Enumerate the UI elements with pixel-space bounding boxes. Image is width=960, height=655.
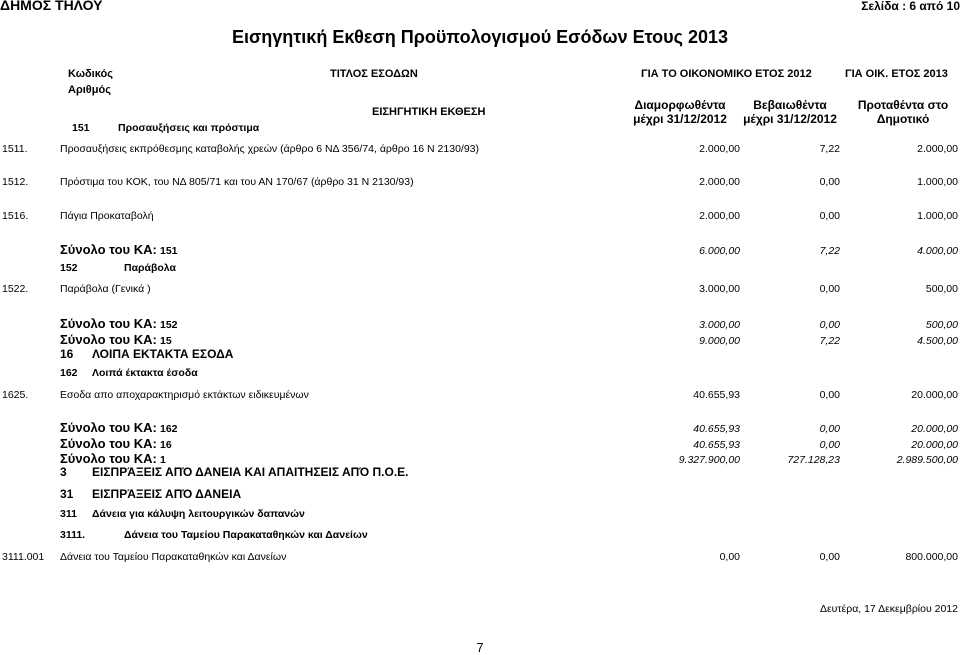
row-certified: 0,00 xyxy=(819,176,840,188)
row-proposed: 1.000,00 xyxy=(917,176,958,188)
total-label: Σύνολο του ΚΑ: xyxy=(60,436,157,451)
row-code: 1522. xyxy=(2,283,29,295)
municipality-name: ΔΗΜΟΣ ΤΗΛΟΥ xyxy=(0,0,103,13)
group-title: Δάνεια για κάλυψη λειτουργικών δαπανών xyxy=(92,508,305,520)
group-title: ΕΙΣΠΡΆΞΕΙΣ ΑΠΌ ΔΑΝΕΙΑ ΚΑΙ ΑΠΑΙΤΗΣΕΙΣ ΑΠΌ Π.Ο.Ε. xyxy=(92,465,409,479)
col-certified-line1: Βεβαιωθέντα xyxy=(753,98,827,112)
col-certified-line2: μέχρι 31/12/2012 xyxy=(743,112,837,126)
row-proposed: 800.000,00 xyxy=(905,551,958,563)
row-title: Παράβολα (Γενικά ) xyxy=(60,283,151,295)
row-proposed: 500,00 xyxy=(925,283,958,295)
row-shaped: 3.000,00 xyxy=(699,283,740,295)
col-fy2012: ΓΙΑ ΤΟ ΟΙΚΟΝΟΜΙΚΟ ΕΤΟΣ 2012 xyxy=(641,68,812,80)
row-title: Πάγια Προκαταβολή xyxy=(60,210,154,222)
group-title: Λοιπά έκτακτα έσοδα xyxy=(92,367,198,379)
group-code: 152 xyxy=(60,262,78,274)
total-label: Σύνολο του ΚΑ: xyxy=(60,316,157,331)
total-proposed: 4.500,00 xyxy=(917,335,958,347)
footer-date: Δευτέρα, 17 Δεκεμβρίου 2012 xyxy=(819,603,958,615)
row-code: 1516. xyxy=(2,210,29,222)
col-proposed-line2: Δημοτικό xyxy=(876,112,930,126)
row-title: Εσοδα απο αποχαρακτηρισμό εκτάκτων ειδικευμένων xyxy=(60,389,309,401)
col-code-line2: Αριθμός xyxy=(68,84,111,96)
group-title: ΛΟΙΠΑ ΕΚΤΑΚΤΑ ΕΣΟΔΑ xyxy=(92,347,234,361)
group-title: ΕΙΣΠΡΆΞΕΙΣ ΑΠΌ ΔΑΝΕΙΑ xyxy=(92,487,242,501)
total-label: Σύνολο του ΚΑ: xyxy=(60,332,157,347)
row-certified: 0,00 xyxy=(819,551,840,563)
col-fy2013: ΓΙΑ ΟΙΚ. ΕΤΟΣ 2013 xyxy=(845,68,948,80)
total-code: 16 xyxy=(160,439,172,451)
group-code: 16 xyxy=(60,347,74,361)
report-title: Εισηγητική Εκθεση Προϋπολογισμού Εσόδων Ετους 2013 xyxy=(231,27,729,47)
group-code: 151 xyxy=(72,122,90,134)
total-label: Σύνολο του ΚΑ: xyxy=(60,451,157,466)
row-certified: 0,00 xyxy=(819,210,840,222)
group-code: 162 xyxy=(60,367,78,379)
row-shaped: 2.000,00 xyxy=(699,143,740,155)
total-shaped: 9.327.900,00 xyxy=(678,454,740,466)
row-title: Πρόστιμα του ΚΟΚ, του ΝΔ 805/71 και του ΑΝ 170/67 (άρθρο 31 Ν 2130/93) xyxy=(60,176,414,188)
row-code: 1625. xyxy=(2,389,29,401)
row-proposed: 20.000,00 xyxy=(911,389,958,401)
total-proposed: 20.000,00 xyxy=(911,439,958,451)
total-shaped: 9.000,00 xyxy=(699,335,740,347)
total-label: Σύνολο του ΚΑ: xyxy=(60,242,157,257)
col-shaped-line2: μέχρι 31/12/2012 xyxy=(633,112,727,126)
col-shaped-line1: Διαμορφωθέντα xyxy=(634,98,726,112)
total-certified: 0,00 xyxy=(819,439,840,451)
row-code: 1511. xyxy=(2,143,28,155)
row-shaped: 2.000,00 xyxy=(699,210,740,222)
total-shaped: 6.000,00 xyxy=(699,245,740,257)
total-proposed: 4.000,00 xyxy=(917,245,958,257)
group-code: 3111. xyxy=(60,529,86,541)
total-code: 152 xyxy=(160,319,178,331)
col-report: ΕΙΣΗΓΗΤΙΚΗ ΕΚΘΕΣΗ xyxy=(372,106,486,118)
total-code: 162 xyxy=(160,423,178,435)
total-proposed: 2.989.500,00 xyxy=(896,454,958,466)
row-code: 3111.001 xyxy=(2,551,45,563)
footer-page-number: 7 xyxy=(476,640,484,655)
total-shaped: 40.655,93 xyxy=(693,439,740,451)
col-code-line1: Κωδικός xyxy=(68,68,113,80)
group-title: Προσαυξήσεις και πρόστιμα xyxy=(118,122,260,134)
total-certified: 0,00 xyxy=(819,319,840,331)
total-code: 15 xyxy=(160,335,172,347)
group-code: 311 xyxy=(60,508,77,520)
row-title: Προσαυξήσεις εκπρόθεσμης καταβολής χρεών (άρθρο 6 ΝΔ 356/74, άρθρο 16 Ν 2130/93) xyxy=(60,143,480,155)
total-code: 1 xyxy=(160,454,166,466)
row-shaped: 40.655,93 xyxy=(693,389,740,401)
group-code: 3 xyxy=(60,465,67,479)
total-certified: 0,00 xyxy=(819,423,840,435)
group-code: 31 xyxy=(60,487,74,501)
total-certified: 7,22 xyxy=(819,245,840,257)
total-certified: 727.128,23 xyxy=(787,454,840,466)
page-indicator: Σελίδα : 6 από 10 xyxy=(861,0,960,13)
row-code: 1512. xyxy=(2,176,29,188)
total-shaped: 3.000,00 xyxy=(699,319,740,331)
row-shaped: 2.000,00 xyxy=(699,176,740,188)
total-code: 151 xyxy=(160,245,178,257)
row-certified: 7,22 xyxy=(819,143,840,155)
row-certified: 0,00 xyxy=(819,283,840,295)
col-proposed-line1: Προταθέντα στο xyxy=(857,98,949,112)
total-shaped: 40.655,93 xyxy=(693,423,740,435)
row-proposed: 1.000,00 xyxy=(917,210,958,222)
row-proposed: 2.000,00 xyxy=(917,143,958,155)
total-proposed: 500,00 xyxy=(925,319,958,331)
total-certified: 7,22 xyxy=(819,335,840,347)
row-certified: 0,00 xyxy=(819,389,840,401)
row-shaped: 0,00 xyxy=(719,551,740,563)
group-title: Παράβολα xyxy=(124,262,176,274)
total-proposed: 20.000,00 xyxy=(911,423,958,435)
total-label: Σύνολο του ΚΑ: xyxy=(60,420,157,435)
col-title: ΤΙΤΛΟΣ ΕΣΟΔΩΝ xyxy=(330,68,418,80)
row-title: Δάνεια του Ταμείου Παρακαταθηκών και Δανείων xyxy=(60,551,287,563)
group-title: Δάνεια του Ταμείου Παρακαταθηκών και Δανείων xyxy=(124,529,368,541)
